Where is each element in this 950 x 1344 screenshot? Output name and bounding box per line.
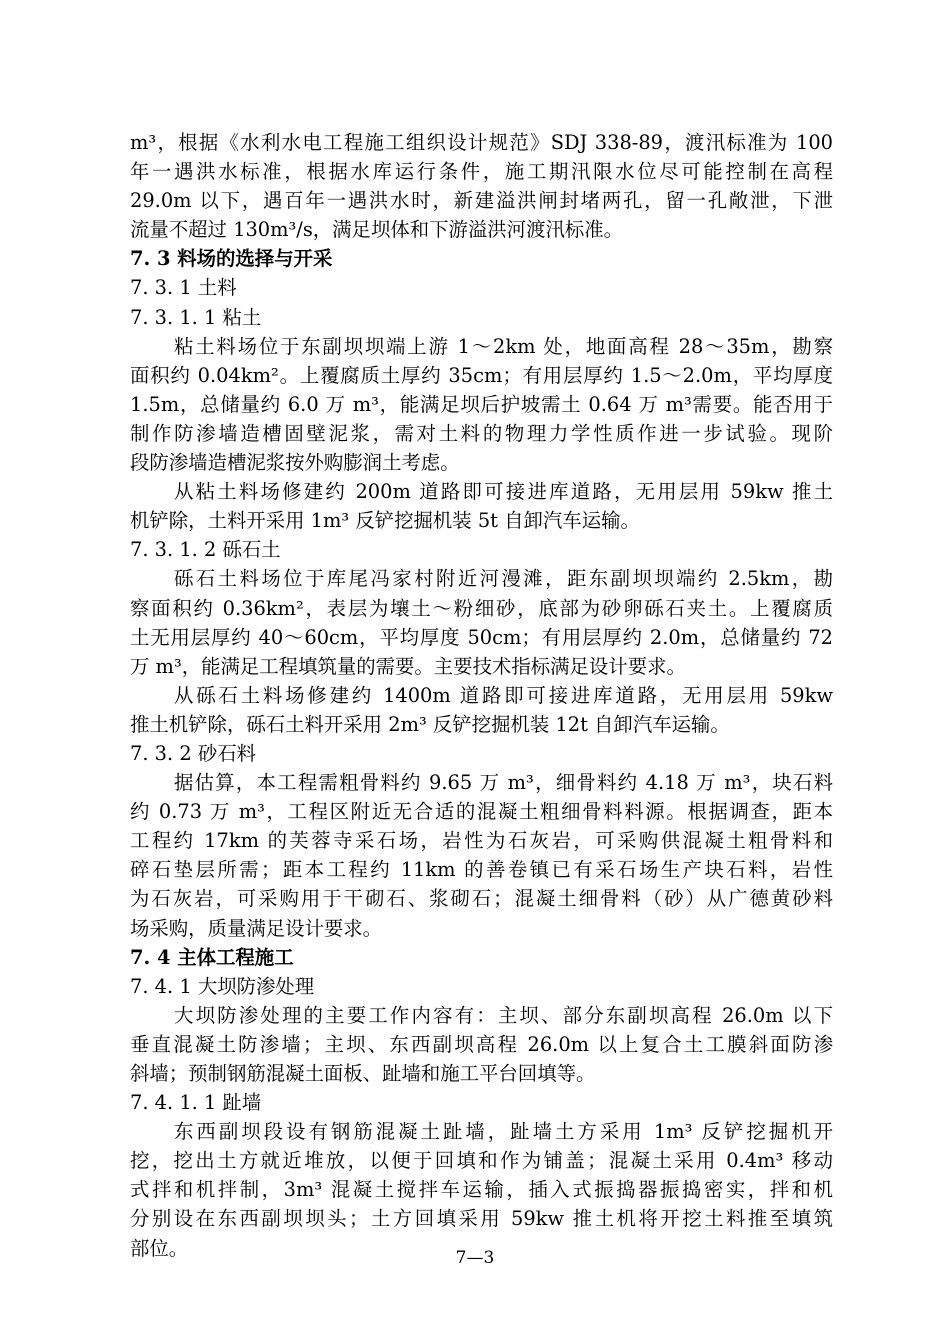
text-line: 29.0m 以下，遇百年一遇洪水时，新建溢洪闸封堵两孔，留一孔敞泄，下泄 bbox=[130, 189, 833, 213]
paragraph-first-line: 从粘土料场修建约 200m 道路即可接进库道路，无用层用 59kw 推土 bbox=[174, 480, 833, 504]
section-heading: 7. 4. 1 大坝防渗处理 bbox=[130, 974, 315, 998]
paragraph-first-line: 粘土料场位于东副坝坝端上游 1～2km 处，地面高程 28～35m，勘察 bbox=[174, 334, 833, 358]
text-line: 年一遇洪水标准，根据水库运行条件，施工期汛限水位尽可能控制在高程 bbox=[130, 160, 833, 184]
text-line: 碎石垫层所需；距本工程约 11km 的善卷镇已有采石场生产块石料，岩性 bbox=[130, 858, 833, 882]
paragraph-last-line: 推土机铲除，砾石土料开采用 2m³ 反铲挖掘机装 12t 自卸汽车运输。 bbox=[130, 712, 730, 736]
paragraph-first-line: 东西副坝段设有钢筋混凝土趾墙，趾墙土方采用 1m³ 反铲挖掘机开 bbox=[174, 1120, 833, 1144]
paragraph-last-line: 场采购，质量满足设计要求。 bbox=[130, 916, 383, 940]
paragraph-last-line: 万 m³，能满足工程填筑量的需要。主要技术指标满足设计要求。 bbox=[130, 654, 686, 678]
section-heading: 7. 4. 1. 1 趾墙 bbox=[130, 1091, 262, 1115]
paragraph-first-line: 据估算，本工程需粗骨料约 9.65 万 m³，细骨料约 4.18 万 m³，块石料 bbox=[174, 771, 833, 795]
text-line: 土无用层厚约 40～60cm，平均厚度 50cm；有用层厚约 2.0m，总储量约 72 bbox=[130, 625, 833, 649]
document-body bbox=[130, 128, 833, 1263]
text-line: 察面积约 0.36km²，表层为壤土～粉细砂，底部为砂卵砾石夹土。上覆腐质 bbox=[130, 596, 833, 620]
text-line: 面积约 0.04km²。上覆腐质土厚约 35cm；有用层厚约 1.5～2.0m，平均厚度 bbox=[130, 363, 833, 387]
section-heading: 7. 3. 2 砂石料 bbox=[130, 741, 257, 765]
paragraph-last-line: 流量不超过 130m³/s，满足坝体和下游溢洪河渡汛标准。 bbox=[130, 218, 624, 242]
text-line: 工程约 17km 的芙蓉寺采石场，岩性为石灰岩，可采购供混凝土粗骨料和 bbox=[130, 829, 833, 853]
chapter-heading: 7. 3 料场的选择与开采 bbox=[130, 247, 333, 271]
text-line: 挖，挖出土方就近堆放，以便于回填和作为铺盖；混凝土采用 0.4m³ 移动 bbox=[130, 1149, 833, 1173]
paragraph-last-line: 段防渗墙造槽泥浆按外购膨润土考虑。 bbox=[130, 451, 460, 475]
section-heading: 7. 3. 1. 2 砾石土 bbox=[130, 538, 281, 562]
text-line: 垂直混凝土防渗墙；主坝、东西副坝高程 26.0m 以上复合土工膜斜面防渗 bbox=[130, 1032, 833, 1056]
text-line: 分别设在东西副坝坝头；土方回填采用 59kw 推土机将开挖土料推至填筑 bbox=[130, 1207, 833, 1231]
text-line: 式拌和机拌制，3m³ 混凝土搅拌车运输，插入式振捣器振捣密实，拌和机 bbox=[130, 1178, 833, 1202]
paragraph-last-line: 斜墙；预制钢筋混凝土面板、趾墙和施工平台回填等。 bbox=[130, 1062, 596, 1085]
paragraph-first-line: 大坝防渗处理的主要工作内容有：主坝、部分东副坝高程 26.0m 以下 bbox=[174, 1003, 833, 1027]
text-line: 约 0.73 万 m³，工程区附近无合适的混凝土粗细骨料料源。根据调查，距本 bbox=[130, 800, 833, 824]
text-line: 为石灰岩，可采购用于干砌石、浆砌石；混凝土细骨料（砂）从广德黄砂料 bbox=[130, 887, 833, 911]
paragraph-first-line: 从砾石土料场修建约 1400m 道路即可接进库道路，无用层用 59kw bbox=[174, 683, 833, 707]
section-heading: 7. 3. 1 土料 bbox=[130, 276, 237, 300]
paragraph-last-line: 机铲除，土料开采用 1m³ 反铲挖掘机装 5t 自卸汽车运输。 bbox=[130, 509, 640, 533]
paragraph-first-line: 砾石土料场位于库尾冯家村附近河漫滩，距东副坝坝端约 2.5km，勘 bbox=[174, 567, 833, 591]
chapter-heading: 7. 4 主体工程施工 bbox=[130, 945, 294, 969]
section-heading: 7. 3. 1. 1 粘土 bbox=[130, 305, 262, 329]
page-number: 7—3 bbox=[455, 1248, 495, 1268]
text-line: 1.5m，总储量约 6.0 万 m³，能满足坝后护坡需土 0.64 万 m³需要。能否用于 bbox=[130, 392, 833, 416]
paragraph-last-line: 部位。 bbox=[130, 1236, 189, 1260]
text-line: 制作防渗墙造槽固壁泥浆，需对土料的物理力学性质作进一步试验。现阶 bbox=[130, 421, 833, 445]
text-line: m³，根据《水利水电工程施工组织设计规范》SDJ 338-89，渡汛标准为 100 bbox=[130, 131, 833, 154]
